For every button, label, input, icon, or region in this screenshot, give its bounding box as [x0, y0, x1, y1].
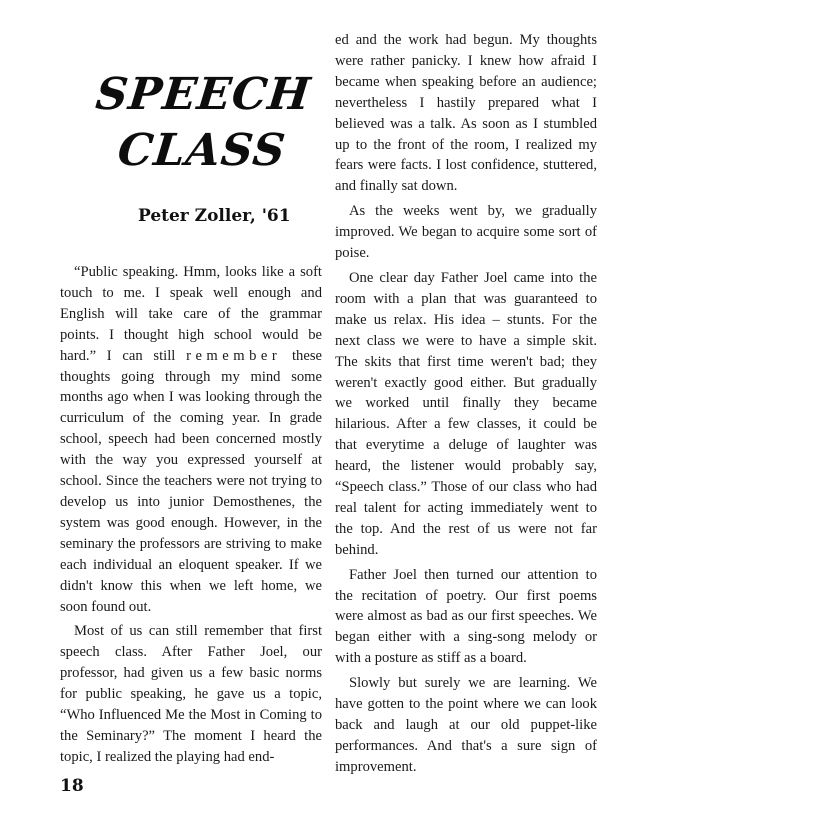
left-p1-spaced-word: remember [186, 347, 282, 364]
right-paragraph-5: Slowly but surely we are learning. We have gotten to the point where we can look back and laugh at our old puppet-like performances. And that's a sure sign of improvement. [335, 675, 597, 775]
right-column [335, 30, 597, 778]
right-paragraph-4: Father Joel then turned our attention to the recitation of poetry. Our first poems were almost as bad as our first speeches. We began either with a sing-song melody or with a posture as stiff as a board. [335, 566, 597, 667]
right-paragraph-3: One clear day Father Joel came into the room with a plan that was guaranteed to make us relax. His idea – stunts. For the next class we were to have a simple skit. The skits that first time weren't bad; they weren't exactly good either. But gradually we worked until finally they became hilarious. After a few classes, it could be that everytime a deluge of laughter was heard, the listener would probably say, “Speech class.” Those of our class who had real talent for acting immediately went to the top. And the rest of us were not far behind. [335, 269, 597, 558]
left-p1-part-b: these thoughts going through my mind some months ago when I was looking through the curriculum of the coming year. In grade school, speech had been concerned mostly with the way you expressed yourself at school. Since the teachers were not trying to develop us into junior Demosthenes, the system was good enough. However, in the seminary the professors are striving to make each individual an eloquent speaker. If we didn't know this when we left home, we soon found out. [60, 347, 322, 615]
page-number: 18 [60, 776, 84, 796]
left-column [60, 262, 322, 768]
left-paragraph-1 [60, 262, 322, 617]
left-paragraph-2: Most of us can still remember that first speech class. After Father Joel, our professor, had given us a few basic norms for public speaking, he gave us a topic, “Who Influenced Me the Most in Coming to the Seminary?” The moment I heard the topic, I realized the playing had end- [60, 623, 322, 765]
right-paragraph-1: ed and the work had begun. My thoughts were rather panicky. I knew how afraid I became when speaking before an audience; nevertheless I hastily prepared what I believed was a talk. As soon as I stumbled up to the front of the room, I realized my fears were facts. I lost confidence, stuttered, and finally sat down. [335, 32, 597, 195]
right-paragraph-2: As the weeks went by, we gradually improved. We began to acquire some sort of poise. [335, 203, 597, 262]
title-line-1: SPEECH [93, 69, 314, 120]
title-line-2: CLASS [115, 125, 289, 176]
left-p1-part-a: “Public speaking. Hmm, looks like a soft touch to me. I speak well enough and English will take care of the grammar points. I thought high school would be hard.” I can still [60, 264, 322, 364]
author-byline: Peter Zoller, '61 [138, 206, 291, 226]
